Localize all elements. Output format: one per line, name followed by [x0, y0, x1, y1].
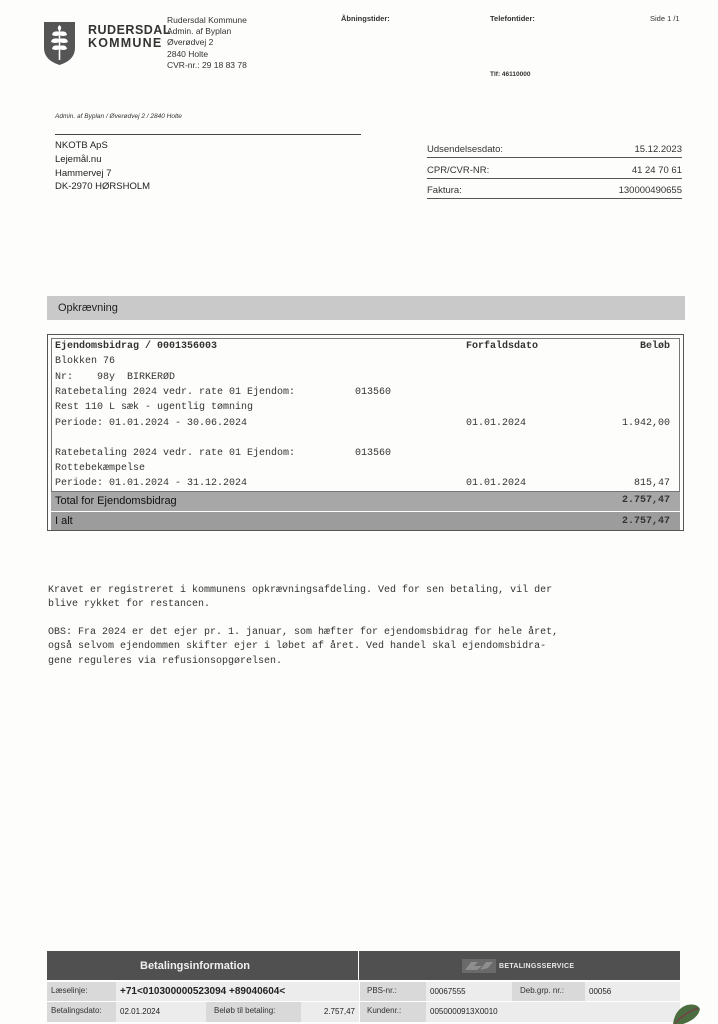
betalingsservice-name: BETALINGSSERVICE: [499, 963, 575, 970]
recipient-line: Hammervej 7: [55, 167, 112, 179]
item-due-date: 01.01.2024: [466, 418, 527, 429]
read-line-label: Læselinje:: [51, 986, 88, 995]
item-code: 013560: [355, 448, 392, 459]
meta-value: 15.12.2023: [634, 144, 682, 155]
paragraph-line: også selvom ejendommen skifter ejer i løbet af året. Ved handel skal ejendomsbidra-: [48, 641, 547, 653]
pbs-label: PBS-nr.:: [367, 986, 397, 995]
paragraph-notice: [48, 626, 558, 669]
payment-row-details: [47, 1001, 680, 1022]
debtor-group-label: Deb.grp. nr.:: [520, 986, 565, 995]
section-title: Opkrævning: [58, 302, 118, 314]
amount-due-label: Beløb til betaling:: [214, 1006, 276, 1015]
meta-row-invoice: [427, 185, 682, 199]
grand-total-value: 2.757,47: [621, 516, 670, 527]
item-code: 013560: [355, 387, 392, 398]
rudersdal-crest-logo: [43, 20, 76, 66]
phone-number: Tlf: 46110000: [490, 71, 531, 78]
payment-date-label: Betalingsdato:: [51, 1006, 102, 1015]
item-due-date: 01.01.2024: [466, 478, 527, 489]
charge-title: Ejendomsbidrag / 0001356003: [55, 341, 218, 352]
paragraph-line: blive rykket for restancen.: [48, 599, 211, 611]
sender-name: Rudersdal Kommune: [167, 15, 247, 25]
sender-city: 2840 Holte: [167, 48, 209, 59]
grand-total-row-bar: [51, 512, 680, 530]
recipient-line: NKOTB ApS: [55, 140, 108, 151]
payment-title: Betalingsinformation: [140, 960, 251, 972]
meta-row-send-date: [427, 144, 682, 158]
recipient-line: DK-2970 HØRSHOLM: [55, 181, 151, 193]
total-label: Total for Ejendomsbidrag: [55, 495, 177, 507]
recipient-address: [55, 139, 150, 194]
grand-total-label: I alt: [55, 515, 73, 527]
item-amount: 815,47: [633, 478, 670, 489]
property-name: Blokken 76: [55, 356, 116, 367]
paragraph-line: Kravet er registreret i kommunens opkrævningsafdeling. Ved for sen betaling, vil der: [48, 585, 553, 596]
meta-label: Udsendelsesdato:: [427, 144, 504, 155]
item-description-detail: Rottebekæmpelse: [55, 463, 146, 474]
meta-label: CPR/CVR-NR:: [427, 165, 490, 176]
debtor-group-value: 00056: [585, 982, 680, 1001]
paragraph-registration: [48, 584, 552, 613]
return-address-line: Admin. af Byplan / Øverødvej 2 / 2840 Holte: [55, 113, 182, 120]
meta-row-cvr: [427, 165, 682, 179]
logo-line-1: RUDERSDAL: [88, 23, 171, 37]
amount-due-value: 2.757,47: [301, 1002, 359, 1022]
leaf-icon: [671, 1003, 701, 1024]
item-period: Periode: 01.01.2024 - 30.06.2024: [55, 418, 248, 429]
read-line-value: +71<010300000523094 +89040604<: [116, 982, 359, 1001]
sender-address: [167, 15, 247, 71]
pbs-value: 00067555: [426, 982, 512, 1001]
customer-number-label: Kundenr.:: [367, 1006, 402, 1015]
meta-value: 130000490655: [618, 185, 682, 196]
logo-wordmark: [88, 24, 171, 50]
sender-cvr: CVR-nr.: 29 18 83 78: [167, 59, 247, 70]
address-divider: [55, 134, 361, 135]
meta-label: Faktura:: [427, 185, 462, 196]
opening-hours-label: Åbningstider:: [341, 14, 390, 23]
sender-street: Øverødvej 2: [167, 37, 214, 48]
column-divider: [359, 1002, 360, 1022]
page-number: Side 1 /1: [650, 14, 680, 23]
total-value: 2.757,47: [621, 495, 670, 506]
item-period: Periode: 01.01.2024 - 31.12.2024: [55, 478, 248, 489]
sender-department: Admin. af Byplan: [167, 26, 232, 37]
property-number: Nr: 98y BIRKERØD: [55, 372, 176, 383]
item-description: Ratebetaling 2024 vedr. rate 01 Ejendom:: [55, 448, 296, 459]
payment-row-read-line: [47, 981, 680, 1001]
column-divider: [359, 982, 360, 1001]
charge-table-inner: [51, 338, 680, 492]
paragraph-line: gene reguleres via refusionsopgørelsen.: [48, 655, 283, 667]
payment-date-value: 02.01.2024: [116, 1002, 206, 1022]
logo-line-2: KOMMUNE: [88, 36, 163, 50]
amount-column-header: Beløb: [640, 341, 671, 352]
item-description-detail: Rest 110 L sæk - ugentlig tømning: [55, 402, 254, 413]
section-header-bar: [47, 296, 685, 320]
due-date-column-header: Forfaldsdato: [466, 341, 539, 352]
paragraph-line: OBS: Fra 2024 er det ejer pr. 1. januar, som hæfter for ejendomsbidrag for hele året,: [48, 627, 559, 638]
phone-hours-label: Telefontider:: [490, 14, 535, 23]
meta-value: 41 24 70 61: [631, 165, 682, 176]
item-description: Ratebetaling 2024 vedr. rate 01 Ejendom:: [55, 387, 296, 398]
customer-number-value: 0050000913X0010: [426, 1002, 680, 1022]
betalingsservice-logo-icon: [462, 957, 496, 975]
recipient-line: Lejemål.nu: [55, 153, 102, 165]
item-amount: 1.942,00: [621, 418, 670, 429]
